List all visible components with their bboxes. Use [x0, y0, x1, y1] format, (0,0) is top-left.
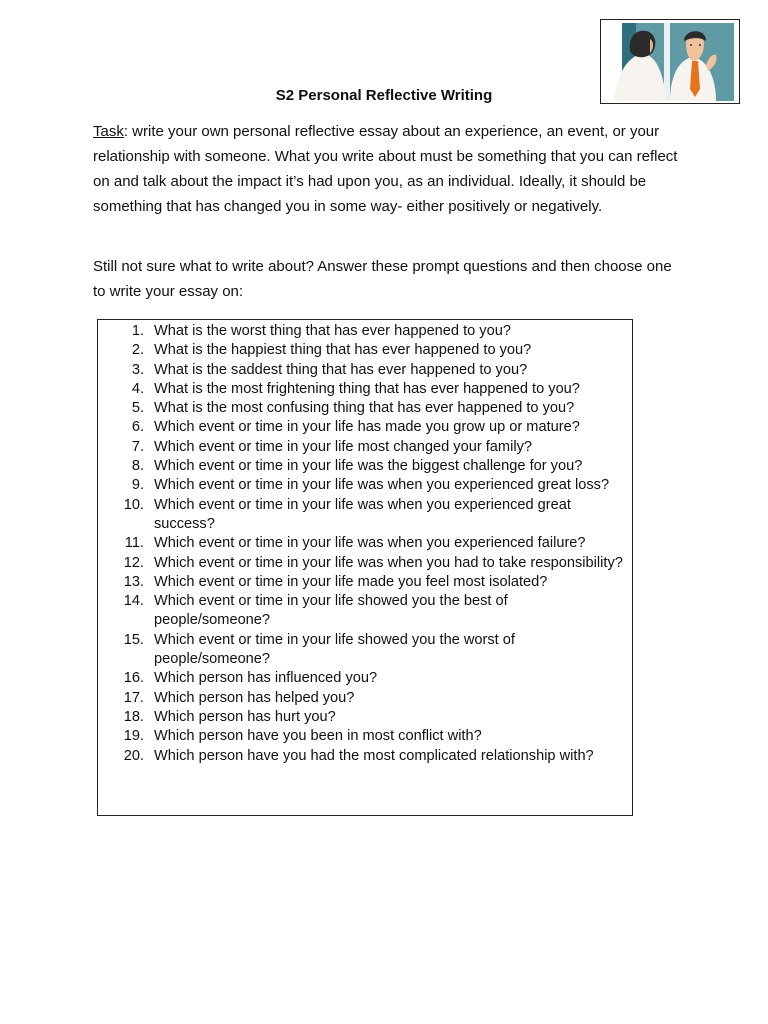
- question-number: 15.: [123, 631, 144, 648]
- question-number: 5.: [131, 400, 144, 417]
- question-item: [98, 380, 624, 399]
- question-text: Which event or time in your life most changed your family?: [154, 438, 532, 455]
- question-number: 6.: [131, 419, 144, 436]
- question-number: 9.: [131, 477, 144, 494]
- question-item: [98, 669, 624, 688]
- question-text: Which event or time in your life was when you experienced failure?: [154, 535, 586, 552]
- question-text: Which person has influenced you?: [154, 670, 378, 687]
- question-item: [98, 322, 624, 341]
- question-number: 20.: [123, 747, 144, 764]
- question-number: 1.: [131, 323, 144, 339]
- question-number: 11.: [124, 535, 144, 552]
- question-text: Which event or time in your life has made you grow up or mature?: [154, 419, 580, 436]
- question-number: 3.: [131, 361, 144, 378]
- question-number: 7.: [131, 438, 144, 455]
- question-text: Which event or time in your life was when you experienced great loss?: [154, 477, 610, 494]
- question-text: What is the worst thing that has ever happened to you?: [154, 323, 511, 339]
- question-text: What is the most confusing thing that has ever happened to you?: [154, 400, 575, 417]
- question-text: Which event or time in your life was when you had to take responsibility?: [154, 554, 623, 571]
- question-item: [98, 438, 624, 457]
- task-paragraph: [93, 119, 683, 219]
- question-item: [98, 727, 624, 746]
- prompt-intro: Still not sure what to write about? Answer these prompt questions and then choose one to write your essay on:: [93, 258, 672, 300]
- question-item: [98, 689, 624, 708]
- question-item: [98, 418, 624, 437]
- question-item: [98, 592, 624, 631]
- question-text: Which person have you been in most conflict with?: [154, 728, 482, 745]
- question-text: What is the happiest thing that has ever happened to you?: [154, 342, 532, 359]
- question-number: 14.: [123, 593, 144, 610]
- question-number: 13.: [123, 573, 144, 590]
- question-number: 10.: [123, 496, 144, 513]
- question-text: What is the most frightening thing that has ever happened to you?: [154, 380, 580, 397]
- question-text: Which event or time in your life showed you the worst of people/someone?: [154, 631, 515, 668]
- task-label: Task: [93, 123, 124, 140]
- question-number: 2.: [131, 342, 144, 359]
- question-item: [98, 708, 624, 727]
- question-number: 19.: [123, 728, 144, 745]
- question-text: Which event or time in your life was the biggest challenge for you?: [154, 458, 583, 475]
- question-number: 17.: [123, 689, 144, 706]
- question-item: [98, 573, 624, 592]
- question-number: 16.: [123, 670, 144, 687]
- question-item: [98, 361, 624, 380]
- question-item: [98, 457, 624, 476]
- question-text: Which event or time in your life was when you experienced great success?: [154, 496, 571, 532]
- question-item: [98, 534, 624, 553]
- questions-box: [97, 319, 633, 816]
- question-text: Which event or time in your life showed you the best of people/someone?: [154, 593, 508, 629]
- question-text: Which person have you had the most complicated relationship with?: [154, 747, 594, 764]
- question-text: Which event or time in your life made you feel most isolated?: [154, 573, 548, 590]
- question-number: 12.: [123, 554, 144, 571]
- question-number: 4.: [131, 380, 144, 397]
- question-item: [98, 554, 624, 573]
- question-item: [98, 399, 624, 418]
- task-text: : write your own personal reflective essay about an experience, an event, or your relationship with someone. What you write about must be something that you can reflect on and talk about the impact it’s had upon you, as an individual. Ideally, it should be something that has changed you in some way- either positively or negatively.: [93, 123, 678, 215]
- question-item: [98, 631, 624, 670]
- question-text: What is the saddest thing that has ever happened to you?: [154, 361, 528, 378]
- question-number: 8.: [131, 458, 144, 475]
- questions-list: [98, 322, 634, 766]
- question-item: [98, 341, 624, 360]
- question-item: [98, 476, 624, 495]
- question-text: Which person has hurt you?: [154, 708, 336, 725]
- question-item: [98, 747, 624, 766]
- question-text: Which person has helped you?: [154, 689, 355, 706]
- question-number: 18.: [123, 708, 144, 725]
- question-item: [98, 496, 624, 535]
- page-title: S2 Personal Reflective Writing: [275, 87, 493, 104]
